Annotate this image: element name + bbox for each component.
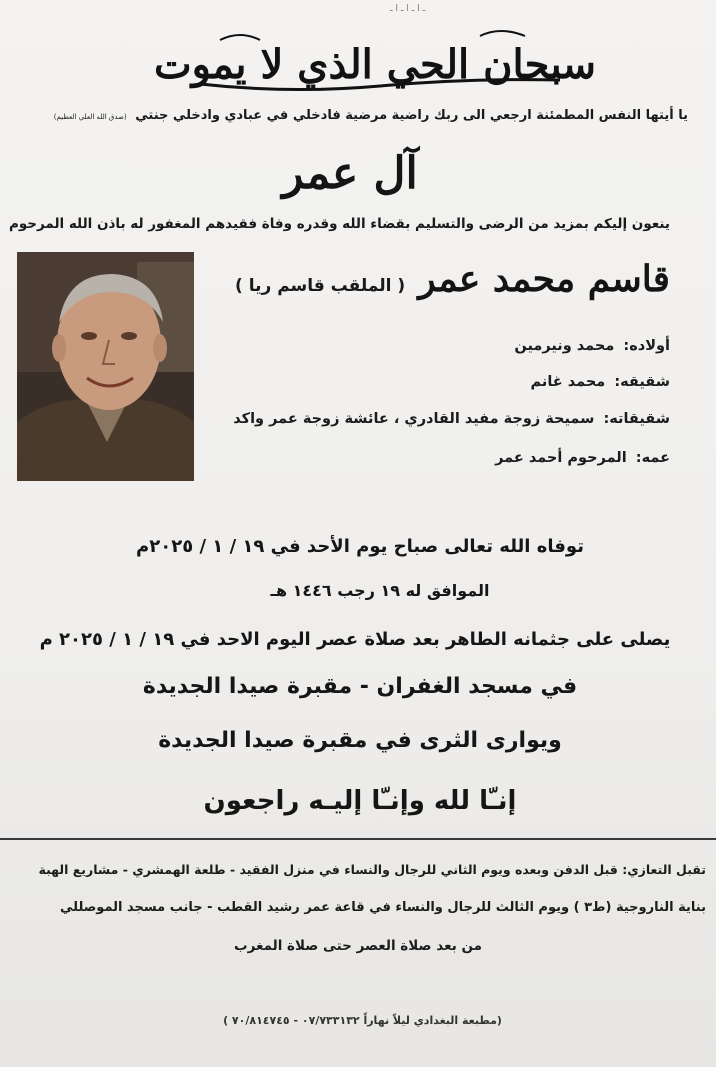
relative-label: عمه: — [635, 450, 670, 466]
relative-value: المرحوم أحمد عمر — [495, 450, 627, 466]
calligraphy-art — [153, 22, 597, 96]
verse-source: (صدق الله العلي العظيم) — [53, 113, 127, 121]
relative-row — [200, 374, 670, 398]
death-date: توفاه الله تعالى صباح يوم الأحد في ١٩ / ١ / ٢٠٢٥م — [136, 536, 584, 557]
verse-text: يا أيتها النفس المطمئنة ارجعي الى ربك راضية مرضية فادخلي في عبادي وادخلي جنتي — [135, 108, 688, 123]
condolences-line: بناية الناروجية (ط٣ ) ويوم الثالث للرجال والنساء في قاعة عمر رشيد القطب - جانب مسجد الموصللي — [59, 900, 706, 915]
deceased-photo — [17, 252, 194, 481]
relative-row — [200, 450, 670, 474]
condolences-line: من بعد صلاة العصر حتى صلاة المغرب — [234, 938, 482, 954]
funeral-prayer: يصلى على جثمانه الطاهر بعد صلاة عصر اليوم الاحد في ١٩ / ١ / ٢٠٢٥ م — [39, 629, 671, 650]
deceased-nickname: ( الملقب قاسم ريا ) — [235, 276, 406, 296]
relative-row — [200, 411, 670, 435]
portrait-illustration — [17, 252, 194, 481]
quran-verse — [18, 108, 688, 130]
relative-value: محمد ونيرمين — [514, 338, 615, 354]
top-edge-marks: ـ ا ـ ا ـ ا ـ — [390, 4, 426, 14]
relative-label: أولاده: — [623, 338, 670, 354]
deceased-name-line — [205, 258, 670, 304]
closing-verse: إنـّا لله وإنـّا إليـه راجعون — [203, 786, 517, 816]
relative-label: شقيقاته: — [603, 411, 670, 427]
funeral-mosque: في مسجد الغفران - مقبرة صيدا الجديدة — [142, 674, 578, 699]
condolences-line: تقبل التعازي: قبل الدفن وبعده ويوم الثاني للرجال والنساء في منزل الفقيد - طلعة الهمشري - مشاريع الهبة — [38, 862, 706, 877]
burial-place: ويوارى الثرى في مقبرة صيدا الجديدة — [158, 728, 562, 753]
calligraphy-text: سبحان الحي الذي لا يموت — [153, 41, 597, 88]
relative-row — [200, 338, 670, 362]
divider — [0, 838, 716, 840]
relative-value: سميحة زوجة مفيد القادري ، عائشة زوجة عمر واكد — [233, 411, 595, 427]
calligraphy-header — [153, 22, 597, 96]
relative-label: شقيقه: — [614, 374, 670, 390]
family-name: آل عمر — [282, 148, 418, 199]
hijri-date: الموافق له ١٩ رجب ١٤٤٦ هـ — [270, 581, 490, 600]
announcement-text: ينعون إليكم بمزيد من الرضى والتسليم بقضاء الله وقدره وفاة فقيدهم المغفور له باذن الله المرحوم — [8, 216, 670, 232]
deceased-name: قاسم محمد عمر — [418, 258, 670, 300]
printer-footer: (مطبعة البغدادي ليلاً نهاراً ٠٧/٧٣٣١٣٢ - ٧٠/٨١٤٧٤٥ ) — [223, 1014, 502, 1027]
relative-value: محمد غانم — [530, 374, 606, 390]
